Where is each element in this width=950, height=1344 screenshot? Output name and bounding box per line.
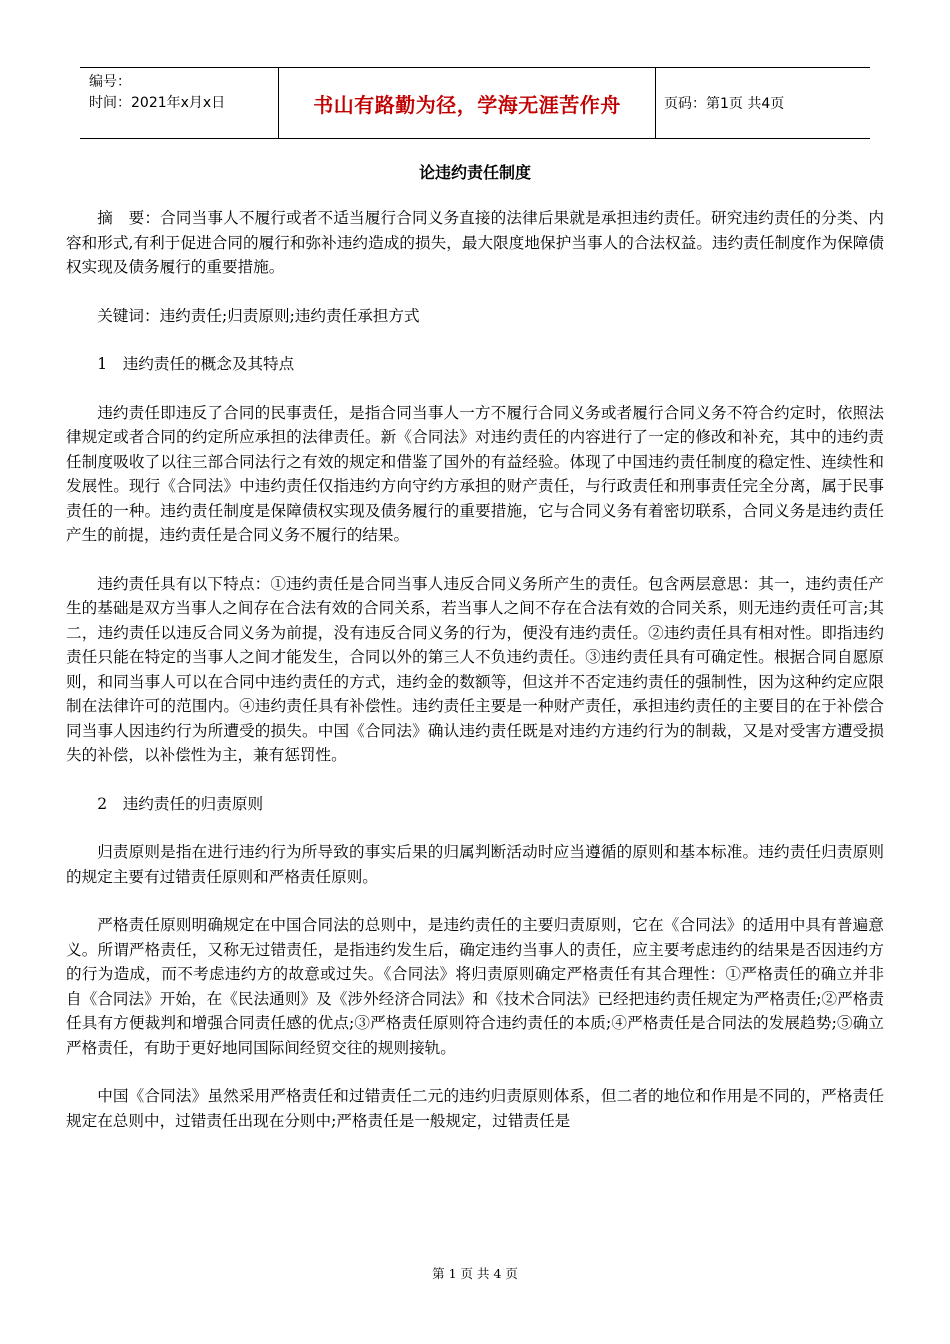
page-footer: 第 1 页 共 4 页	[432, 1266, 518, 1281]
document-body	[66, 206, 884, 1157]
document-title: 论违约责任制度	[418, 163, 531, 182]
section-heading-1: 1 违约责任的概念及其特点	[97, 355, 295, 373]
body-paragraph: 违约责任即违反了合同的民事责任，是指合同当事人一方不履行合同义务或者履行合同义务不符合约定时，依照法律规定或者合同的约定所应承担的法律责任。新《合同法》对违约责任的内容进行了一定的修改和补充，其中的违约责任制度吸收了以往三部合同法行之有效的规定和借鉴了国外的有益经验。体现了中国违约责任制度的稳定性、连续性和发展性。现行《合同法》中违约责任仅指违约方向守约方承担的财产责任，与行政责任和刑事责任完全分离，属于民事责任的一种。违约责任制度是保障债权实现及债务履行的重要措施，它与合同义务有着密切联系，合同义务是违约责任产生的前提，违约责任是合同义务不履行的结果。	[66, 403, 884, 544]
abstract-paragraph: 摘 要：合同当事人不履行或者不适当履行合同义务直接的法律后果就是承担违约责任。研究违约责任的分类、内容和形式,有利于促进合同的履行和弥补违约造成的损失，最大限度地保护当事人的合法权益。违约责任制度作为保障债权实现及债务履行的重要措施。	[66, 209, 884, 276]
body-paragraph: 归责原则是指在进行违约行为所导致的事实后果的归属判断活动时应当遵循的原则和基本标准。违约责任归责原则的规定主要有过错责任原则和严格责任原则。	[66, 843, 884, 886]
page-header	[80, 67, 870, 139]
body-paragraph: 严格责任原则明确规定在中国合同法的总则中，是违约责任的主要归责原则，它在《合同法》的适用中具有普遍意义。所谓严格责任，又称无过错责任，是指违约发生后，确定违约当事人的责任，应主要考虑违约的结果是否因违约方的行为造成，而不考虑违约方的故意或过失。《合同法》将归责原则确定严格责任有其合理性：①严格责任的确立并非自《合同法》开始，在《民法通则》及《涉外经济合同法》和《技术合同法》已经把违约责任规定为严格责任;②严格责任具有方便裁判和增强合同责任感的优点;③严格责任原则符合违约责任的本质;④严格责任是合同法的发展趋势;⑤确立严格责任，有助于更好地同国际间经贸交往的规则接轨。	[66, 916, 884, 1057]
body-paragraph: 中国《合同法》虽然采用严格责任和过错责任二元的违约归责原则体系，但二者的地位和作用是不同的，严格责任规定在总则中，过错责任出现在分则中;严格责任是一般规定，过错责任是	[66, 1087, 884, 1130]
header-meta	[80, 68, 279, 138]
document-number-label: 编号：	[89, 74, 131, 90]
body-paragraph: 违约责任具有以下特点：①违约责任是合同当事人违反合同义务所产生的责任。包含两层意思：其一，违约责任产生的基础是双方当事人之间存在合法有效的合同关系，若当事人之间不存在合法有效的合同关系，则无违约责任可言;其二，违约责任以违反合同义务为前提，没有违反合同义务的行为，便没有违约责任。②违约责任具有相对性。即指违约责任只能在特定的当事人之间才能发生，合同以外的第三人不负违约责任。③违约责任具有可确定性。根据合同自愿原则，和同当事人可以在合同中违约责任的方式，违约金的数额等，但这并不否定违约责任的强制性，因为这种约定应限制在法律许可的范围内。④违约责任具有补偿性。违约责任主要是一种财产责任，承担违约责任的主要目的在于补偿合同当事人因违约行为所遭受的损失。中国《合同法》确认违约责任既是对违约方违约行为的制裁，又是对受害方遭受损失的补偿，以补偿性为主，兼有惩罚性。	[66, 574, 884, 764]
header-page-info: 页码：第1页 共4页	[664, 96, 785, 112]
keywords-paragraph: 关键词：违约责任;归责原则;违约责任承担方式	[97, 306, 420, 325]
header-motto: 书山有路勤为径，学海无涯苦作舟	[279, 68, 656, 138]
section-heading-2: 2 违约责任的归责原则	[97, 794, 264, 813]
document-time-label: 时间：2021年x月x日	[89, 95, 226, 111]
